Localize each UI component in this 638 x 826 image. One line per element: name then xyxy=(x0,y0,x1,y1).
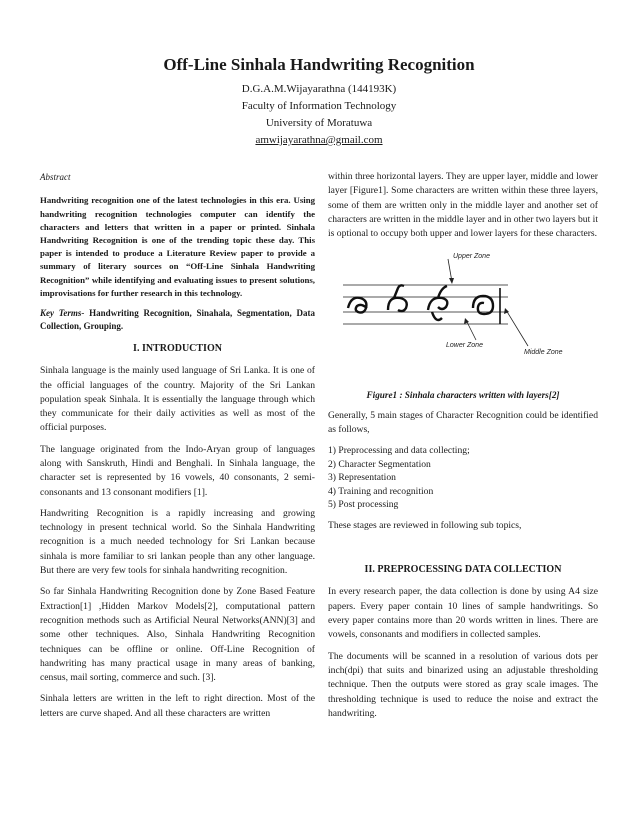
author-email-link[interactable]: amwijayarathna@gmail.com xyxy=(255,134,383,146)
author-affiliation: Faculty of Information Technology xyxy=(241,100,397,112)
author-university: University of Moratuwa xyxy=(265,117,373,129)
abstract-heading: Abstract xyxy=(40,172,71,182)
upper-zone-label: Upper Zone xyxy=(453,253,490,261)
lower-zone-label: Lower Zone xyxy=(446,342,483,350)
figure-caption: Figure1 : Sinhala characters written with layers[2] xyxy=(366,390,560,401)
intro-paragraph-3: Handwriting Recognition is a rapidly increasing and growing technology in present technical world. So the Sinhala Handwriting recognition is a much needed technology for Sri Lankan because sinhala is more familiar to sri lankan people than any other language. But there are very few tools for sinhala handwriting recognition. xyxy=(40,507,315,577)
keywords xyxy=(40,307,315,334)
intro-paragraph-2: The language originated from the Indo-Aryan group of languages along with Sanskruth, Hindi and Benghali. In Sinhala language, the character set is represented by 16 vowels, 40 consonants, 2 semi-consonants and 13 consonant modifiers [1]. xyxy=(40,443,315,498)
stages-outro: These stages are reviewed in following sub topics, xyxy=(328,519,522,531)
list-item: 4) Training and recognition xyxy=(328,485,434,497)
intro-heading: I. INTRODUCTION xyxy=(133,342,222,354)
preprocessing-paragraph-2: The documents will be scanned in a resolution of various dots per inch(dpi) that suits and binarized using an adjustable thresholding technique. Then the outputs were stored as gray scale images. The thresholding technique is used to reduce the noise and extract the handwriting. xyxy=(328,650,598,719)
intro-paragraph-5: Sinhala letters are written in the left to right direction. Most of the letters are curve shaped. And all these characters are written xyxy=(40,693,315,719)
intro-paragraph-4: So far Sinhala Handwriting Recognition done by Zone Based Feature Extraction[1] ,Hidden Markov Models[2], computational pattern recognition methods such as Artificial Neural Networks(ANN)[3] and some other techniques. Also, Sinhala Handwriting Recognition techniques can be offline or online. Off-Line Recognition of handwriting has many practical usage in many areas of banking, census, mail sorting, commerce and such. [3]. xyxy=(40,586,315,684)
list-item: 1) Preprocessing and data collecting; xyxy=(328,445,470,457)
preprocessing-paragraph-1: In every research paper, the data collection is done by using A4 size papers. Every paper contain 10 lines of sample handwritings. So every paper contains more than 20 words written in lines. There are vowels, consonants and modifiers in collected samples. xyxy=(328,586,598,641)
intro-paragraph-1: Sinhala language is the mainly used language of Sri Lanka. It is one of the official languages of the country. Majority of the Sri Lankan population speak Sinhala. It is essentially the language through which they communicate for their daily activities as well as most of the official purposes. xyxy=(40,365,315,434)
keywords-list: Handwriting Recognition, Sinahala, Segmentation, Data Collection, Grouping. xyxy=(40,307,315,332)
stages-list xyxy=(328,444,598,512)
sinhala-zones-figure xyxy=(328,248,598,380)
paper-title: Off-Line Sinhala Handwriting Recognition xyxy=(163,55,475,74)
sinhala-zones-image xyxy=(328,248,598,380)
list-item: 3) Representation xyxy=(328,472,396,484)
paper-header xyxy=(0,55,638,149)
list-item: 5) Post processing xyxy=(328,499,399,511)
author-name: D.G.A.M.Wijayarathna (144193K) xyxy=(241,83,397,95)
abstract-text: Handwriting recognition one of the latest technologies in this era. Using handwriting recognition technologies computer can identify the characters and letters that written in a paper or printed. Sinhala Handwriting Recognition is one of the trending topic these day. This paper is intended to produce a Literature Review paper to provide a summary of literary sources on “Off-Line Sinhala Handwriting Recognition” while identifying and evaluating issues to present solutions, improvisations for further research in this technology. xyxy=(40,195,315,298)
list-item: 2) Character Segmentation xyxy=(328,458,431,470)
middle-zone-label: Middle Zone xyxy=(524,349,563,357)
right-column xyxy=(328,170,598,728)
stages-intro: Generally, 5 main stages of Character Recognition could be identified as follows, xyxy=(328,409,598,436)
keywords-label: Key Terms- xyxy=(40,307,85,318)
left-column xyxy=(40,170,315,728)
intro-paragraph-6: within three horizontal layers. They are upper layer, middle and lower layer [Figure1]. Some characters are written within these three layers, some of them are written only in the middle layer and another set of characters are written in the middle layer and in other two layers but it is optional to occupy both upper and lower layers for these characters. xyxy=(328,171,598,240)
preprocessing-heading: II. PREPROCESSING DATA COLLECTION xyxy=(364,564,562,576)
